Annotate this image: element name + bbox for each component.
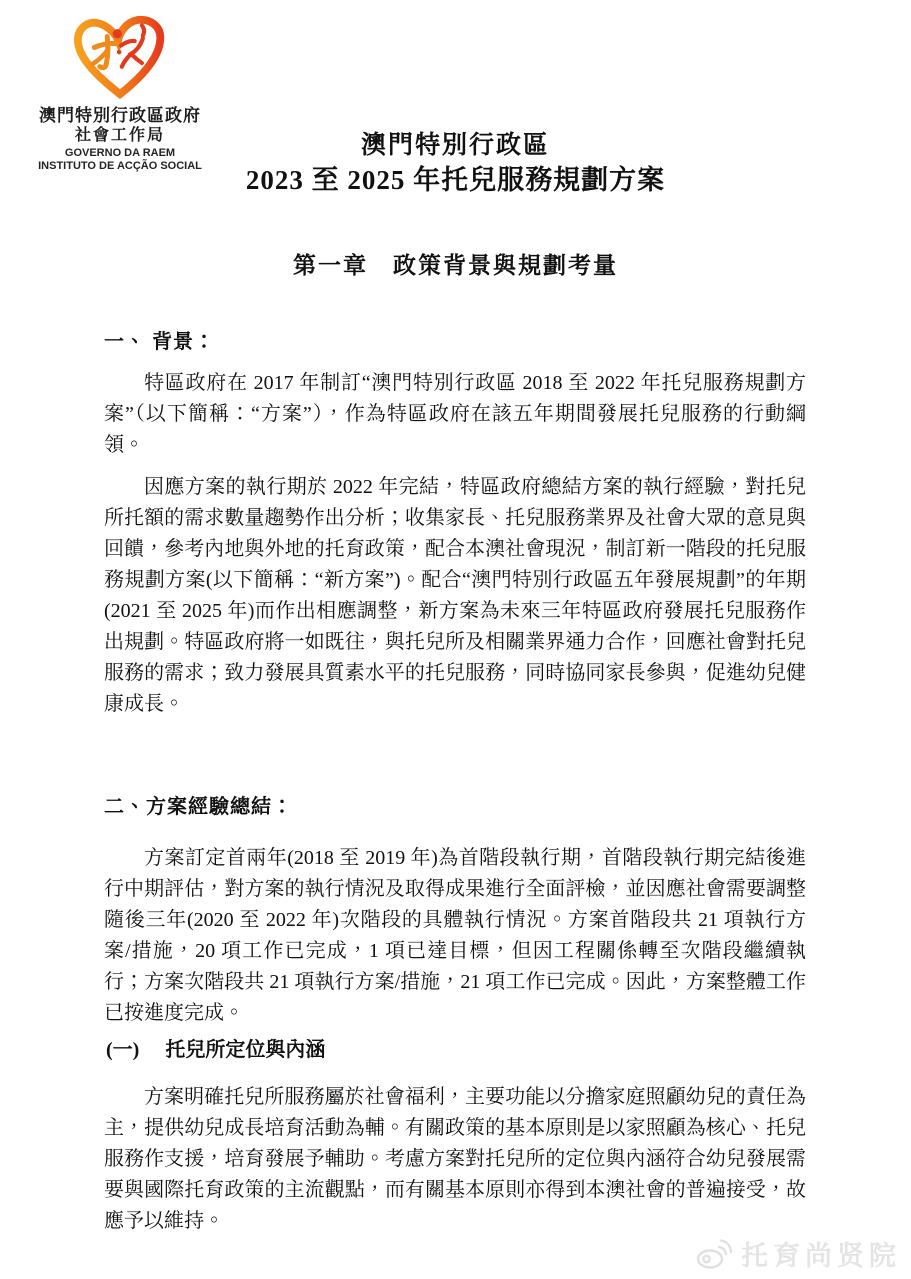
title-line1: 澳門特別行政區 (360, 132, 550, 159)
watermark (695, 1234, 901, 1273)
subsection-heading-positioning (106, 1033, 808, 1062)
section-heading-experience-summary: 二、方案經驗總結： (104, 796, 293, 818)
paragraph-background-1: 特區政府在 2017 年制訂“澳門特別行政區 2018 至 2022 年托兒服務規劃方案”（以下簡稱：“方案”），作為特區政府在該五年期間發展托兒服務的行動綱領。 (104, 372, 806, 456)
section-heading-background: 一、 背景： (104, 331, 215, 353)
paragraph-background-2: 因應方案的執行期於 2022 年完結，特區政府總結方案的執行經驗，對托兒所托額的需求數量趨勢作出分析；收集家長、托兒服務業界及社會大眾的意見與回饋，參考內地與外地的托育政策，配合本澳社會現況，制訂新一階段的托兒服務規劃方案(以下簡稱：“新方案”)。配合“澳門特別行政區五年發展規劃”的年期(2021 至 2025 年)而作出相應調整，新方案為未來三年特區政府發展托兒服務作出規劃。特區政府將一如既往，與托兒所及相關業界通力合作，回應社會對托兒服務的需求；致力發展具質素水平的托兒服務，同時協同家長參與，促進幼兒健康成長。 (104, 476, 806, 715)
org-name-pt-line2: INSTITUTO DE ACÇÃO SOCIAL (38, 160, 202, 172)
org-name-zh-line2: 社會工作局 (74, 127, 165, 144)
weibo-icon (695, 1237, 735, 1270)
title-line2: 2023 至 2025 年托兒服務規劃方案 (245, 165, 666, 195)
document-title (0, 131, 911, 197)
org-name-pt-line1: GOVERNO DA RAEM (64, 147, 176, 159)
paragraph-positioning-1: 方案明確托兒所服務屬於社會福利，主要功能以分擔家庭照顧幼兒的責任為主，提供幼兒成長培育活動為輔。有關政策的基本原則是以家照顧為核心、托兒服務作支援，培育發展予輔助。考慮方案對托兒所的定位與內涵符合幼兒發展需要與國際托育政策的主流觀點，而有關基本原則亦得到本澳社會的普遍接受，故應予以維持。 (104, 1086, 806, 1232)
subsection-number: (一) (106, 1039, 140, 1061)
subsection-title: 托兒所定位與內涵 (165, 1039, 326, 1061)
ias-heart-logo-icon (66, 14, 174, 102)
chapter-heading: 第一章 政策背景與規劃考量 (293, 253, 618, 278)
watermark-label: 托育尚贤院 (741, 1241, 901, 1271)
org-name-zh-line1: 澳門特別行政區政府 (39, 106, 201, 125)
paragraph-experience-1: 方案訂定首兩年(2018 至 2019 年)為首階段執行期，首階段執行期完結後進行中期評估，對方案的執行情況及取得成果進行全面評檢，並因應社會需要調整隨後三年(2020 至 2022 年)次階段的具體執行情況。方案首階段共 21 項執行方案/措施，20 項工作已完成，1 項已達目標，但因工程關係轉至次階段繼續執行；方案次階段共 21 項執行方案/措施，21 項工作已完成。因此，方案整體工作已按進度完成。 (104, 847, 806, 1024)
